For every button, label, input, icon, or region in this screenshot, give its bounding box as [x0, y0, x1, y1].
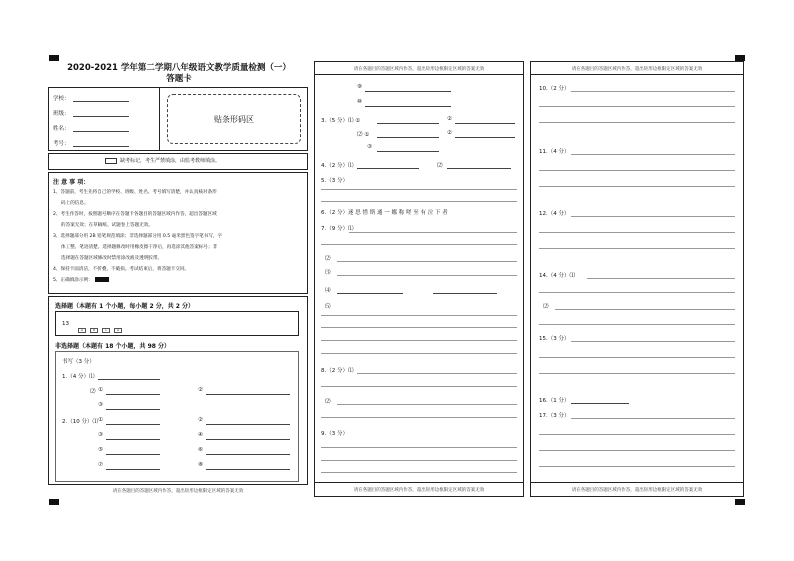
answer-line[interactable]: [587, 278, 735, 279]
answer-line[interactable]: [321, 353, 517, 354]
sub-label: ⑶: [325, 270, 331, 276]
class-field[interactable]: [73, 116, 129, 117]
answer-line[interactable]: [539, 466, 735, 467]
answer-line[interactable]: [555, 309, 735, 310]
q14-label: 14.（4 分）⑴: [539, 273, 575, 279]
sub-label: ⑸: [325, 304, 331, 310]
answer-line[interactable]: [321, 340, 517, 341]
sub-label: ⑤: [98, 447, 103, 453]
answer-line[interactable]: [377, 137, 439, 138]
answer-line[interactable]: [206, 454, 290, 455]
sub-label: ⑷: [325, 288, 331, 294]
barcode-label: 贴条形码区: [214, 115, 254, 124]
answer-line[interactable]: [321, 327, 517, 328]
notes-list: [53, 187, 222, 286]
writing-label: 书写（3 分）: [62, 359, 95, 365]
sub-label: ⑵: [543, 304, 549, 310]
q16-label: 16.（1 分）: [539, 398, 570, 404]
q7-label: 7.（9 分）⑴: [321, 226, 354, 232]
answer-line[interactable]: [337, 404, 517, 405]
answer-line[interactable]: [206, 439, 290, 440]
sub-label: ③: [98, 432, 103, 438]
answer-line[interactable]: [106, 454, 160, 455]
sub-label: ②: [447, 116, 452, 122]
note-item: 的答案无效；在草稿纸、试题卷上答题无效。: [61, 223, 153, 228]
answer-line[interactable]: [321, 386, 517, 387]
answer-line[interactable]: [539, 292, 735, 293]
answer-line[interactable]: [321, 460, 517, 461]
answer-line[interactable]: [206, 394, 290, 395]
notes-box: [48, 172, 308, 294]
note-item: 码上的信息。: [61, 201, 89, 206]
positioning-mark: [735, 499, 745, 505]
answer-line[interactable]: [321, 472, 517, 473]
answer-line[interactable]: [321, 447, 517, 448]
answer-line[interactable]: [106, 439, 160, 440]
answer-line[interactable]: [571, 216, 735, 217]
option-a[interactable]: A: [78, 328, 86, 333]
answer-line[interactable]: [571, 154, 735, 155]
answer-line[interactable]: [571, 91, 735, 92]
sub-label: ④: [198, 432, 203, 438]
right-answer-area: [530, 61, 744, 497]
student-info-box: [48, 87, 308, 151]
name-label: 姓名：: [53, 126, 70, 132]
answer-line[interactable]: [321, 189, 517, 190]
page-title: 2020-2021 学年第二学期八年级语文教学质量检测（一）: [67, 63, 291, 73]
q15-label: 15.（3 分）: [539, 336, 570, 342]
sub-label: ⑵: [437, 163, 443, 169]
nonchoice-title: 非选择题（本题有 18 个小题，共 98 分）: [55, 343, 171, 350]
q4-label: 4.（2 分）⑴: [321, 163, 354, 169]
q3-label: 3.（5 分）⑴ ①: [321, 118, 361, 124]
note-item: 1、答题前，考生先将自己的学校、班级、姓名、考号填写清楚，并认真核对条形: [53, 190, 217, 195]
sub-label: ⑦: [98, 462, 103, 468]
answer-line[interactable]: [571, 403, 629, 404]
choice-row: [55, 311, 299, 336]
sub-label: ⑵ ①: [357, 132, 370, 138]
sub-label: ⑨: [357, 84, 362, 90]
sub-label: ③: [367, 144, 372, 150]
answer-line[interactable]: [106, 469, 160, 470]
exam-no-label: 考号：: [53, 141, 70, 147]
area-note-top: 请在各题目的答题区域内作答，超出矩形边框限定区域的答案无效: [571, 67, 703, 72]
answer-line[interactable]: [447, 168, 511, 169]
answer-line[interactable]: [377, 123, 439, 124]
q17-label: 17.（3 分）: [539, 413, 570, 419]
sub-label: ②: [198, 387, 203, 393]
answer-line[interactable]: [106, 409, 160, 410]
sub-label: ①: [98, 387, 103, 393]
answer-line[interactable]: [357, 373, 517, 374]
note-item: 体工整、笔迹清楚。选择题修改时用橡皮擦干净后，再选涂其他答案标号；非: [61, 245, 218, 250]
class-label: 班级：: [53, 111, 70, 117]
answer-line[interactable]: [539, 434, 735, 435]
sub-label: ②: [198, 417, 203, 423]
sub-label: ⑥: [198, 447, 203, 453]
sub-label: ⑵: [325, 256, 331, 262]
note-item: 2、考生作答时，按照题号顺序在答题卡各题目的答题区域内作答，超出答题区域: [53, 212, 217, 217]
sub-label: ③: [98, 402, 103, 408]
answer-line[interactable]: [321, 244, 517, 245]
school-label: 学校：: [53, 96, 70, 102]
answer-line[interactable]: [337, 293, 403, 294]
answer-line[interactable]: [539, 324, 735, 325]
q1-label: 1.（4 分）⑴: [62, 374, 95, 380]
area-note-top: 请在各题目的答题区域内作答，超出矩形边框限定区域的答案无效: [353, 67, 485, 72]
name-field[interactable]: [73, 131, 129, 132]
filled-example: [95, 277, 109, 282]
answer-line[interactable]: [539, 106, 735, 107]
answer-line[interactable]: [98, 379, 160, 380]
q12-label: 12.（4 分）: [539, 211, 570, 217]
answer-line[interactable]: [539, 248, 735, 249]
option-b[interactable]: B: [90, 328, 98, 333]
q11-label: 11.（4 分）: [539, 149, 570, 155]
answer-line[interactable]: [337, 275, 517, 276]
answer-line[interactable]: [321, 201, 517, 202]
answer-line[interactable]: [539, 357, 735, 358]
note-item: 5、正确填涂示例：: [53, 278, 93, 283]
choice-title: 选择题（本题有 1 个小题，每小题 2 分，共 2 分）: [55, 303, 195, 310]
answer-line[interactable]: [106, 394, 160, 395]
q5-label: 5.（3 分）: [321, 178, 348, 184]
q9-label: 9.（3 分）: [321, 431, 348, 437]
sub-label: ⑵: [90, 389, 96, 395]
q2-label: 2.（10 分）⑴: [62, 419, 98, 425]
barcode-area: [167, 94, 301, 144]
answer-line[interactable]: [539, 450, 735, 451]
answer-line[interactable]: [539, 232, 735, 233]
missing-checkbox[interactable]: [105, 158, 117, 164]
q8-label: 8.（2 分）⑴: [321, 368, 354, 374]
note-item: 4、保持卡面清洁，不折叠、不破损。考试结束后，将答题卡交回。: [53, 267, 190, 272]
answer-line[interactable]: [377, 151, 439, 152]
sub-label: ⑵: [325, 399, 331, 405]
nonchoice-box: [55, 351, 299, 482]
choice-q-no: 13: [62, 321, 69, 327]
answer-line[interactable]: [321, 315, 517, 316]
sub-label: ①: [98, 417, 103, 423]
notes-title: 注 意 事 项：: [53, 179, 90, 186]
sub-label: ⑩: [357, 99, 362, 105]
answer-line[interactable]: [321, 417, 517, 418]
answer-line[interactable]: [365, 106, 451, 107]
answer-line[interactable]: [357, 168, 419, 169]
answer-line[interactable]: [455, 123, 515, 124]
answer-line[interactable]: [539, 186, 735, 187]
answer-line[interactable]: [106, 424, 160, 425]
note-item: 3、选择题部分用 2B 铅笔规范填涂；非选择题部分用 0.5 毫米黑色签字笔书写，字: [53, 234, 223, 239]
answer-line[interactable]: [365, 91, 451, 92]
sub-label: ②: [447, 130, 452, 136]
missing-mark-row: [48, 153, 308, 170]
answer-line[interactable]: [571, 418, 735, 419]
answer-line[interactable]: [539, 373, 735, 374]
area-note-left: 请在各题目的答题区域内作答，超出矩形边框限定区域的答案无效: [112, 489, 244, 494]
answer-line[interactable]: [539, 122, 735, 123]
missing-mark-text: 缺考标记，考生严禁填涂，由监考教师填涂。: [120, 158, 221, 164]
area-note-bottom: 请在各题目的答题区域内作答，超出矩形边框限定区域的答案无效: [353, 488, 485, 493]
note-item: 选择题在答题区域修改时禁用涂改液及透明胶带。: [61, 256, 163, 261]
positioning-mark: [49, 499, 59, 505]
school-field[interactable]: [73, 101, 129, 102]
left-answer-area: [48, 296, 308, 485]
answer-line[interactable]: [433, 293, 497, 294]
answer-line[interactable]: [539, 170, 735, 171]
answer-line[interactable]: [349, 232, 517, 233]
q10-label: 10.（2 分）: [539, 86, 570, 92]
area-note-bottom: 请在各题目的答题区域内作答，超出矩形边框限定区域的答案无效: [571, 488, 703, 493]
answer-line[interactable]: [206, 424, 290, 425]
answer-line[interactable]: [206, 469, 290, 470]
sub-label: ⑧: [198, 462, 203, 468]
option-c[interactable]: C: [102, 328, 110, 333]
answer-line[interactable]: [337, 261, 517, 262]
exam-no-field[interactable]: [73, 146, 129, 147]
option-d[interactable]: D: [114, 328, 122, 333]
page-subtitle: 答题卡: [166, 74, 192, 84]
q6-label: 6.（2 分）迷 思 惜 斯 通 一 娜 称 嗟 至 有 泣 下 者: [321, 210, 448, 216]
answer-line[interactable]: [455, 137, 515, 138]
answer-line[interactable]: [571, 341, 735, 342]
middle-answer-area: [314, 61, 524, 497]
